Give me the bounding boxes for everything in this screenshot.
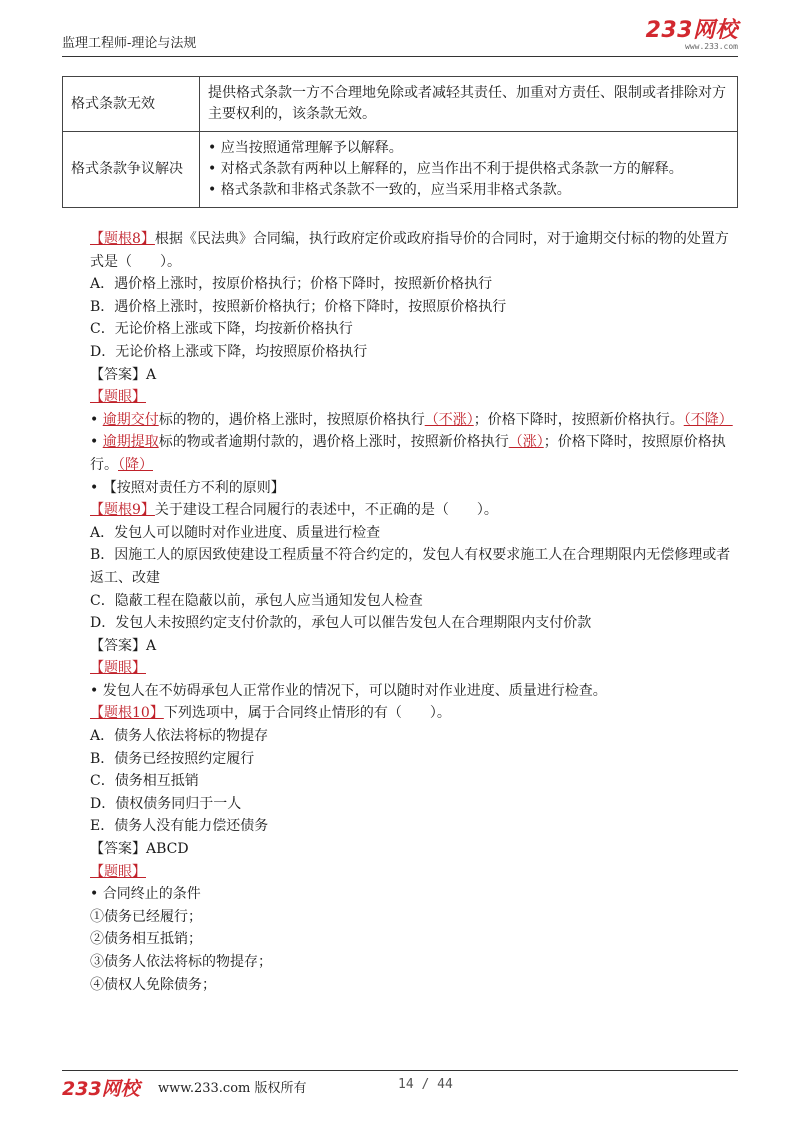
list-item: ①债务已经履行；: [90, 908, 202, 925]
highlight-term: （不降）: [683, 411, 733, 428]
key-point-text: 标的物的，遇价格上涨时，按照原价格执行: [158, 411, 425, 428]
highlight-term: 逾期提取: [102, 434, 159, 451]
option: D．无论价格上涨或下降，均按照原价格执行: [90, 343, 368, 360]
footer-divider: [62, 1070, 738, 1071]
brand-logo-url: www.233.com: [685, 42, 738, 51]
page-number: 14 / 44: [398, 1077, 453, 1092]
key-point-label: 【题眼】: [90, 660, 146, 677]
question-10-stem: [62, 702, 738, 725]
key-point-text: 发包人在不妨碍承包人正常作业的情况下，可以随时对作业进度、质量进行检查。: [102, 682, 607, 699]
key-point-label: 【题眼】: [90, 389, 146, 406]
table-row: [63, 132, 738, 208]
key-point-item: • 【按照对责任方不利的原则】: [90, 479, 285, 496]
question-text: 根据《民法典》合同编，执行政府定价或政府指导价的合同时，对于逾期交付标的物的处置方式是（ ）。: [90, 231, 729, 270]
table-value-line: • 应当按照通常理解予以解释。: [208, 140, 403, 156]
table-value-line: 提供格式条款一方不合理地免除或者减轻其责任、加重对方责任、限制或者排除对方主要权利的，该条款无效。: [208, 85, 726, 122]
key-point-text: ；价格下降时，按照新价格执行。: [473, 411, 684, 428]
highlight-term: （涨）: [508, 434, 544, 451]
key-point-text: 【按照对责任方不利的原则】: [102, 479, 285, 496]
question-tag: 【题根9】: [90, 502, 155, 519]
brand-logo-text: 233网校: [645, 18, 738, 43]
option: D．债权债务同归于一人: [90, 795, 242, 812]
answer: 【答案】A: [90, 637, 157, 654]
key-point-item: • 逾期交付标的物的，遇价格上涨时，按照原价格执行（不涨）；价格下降时，按照新价格执行。（不降）: [90, 411, 733, 428]
document-header-title: 监理工程师-理论与法规: [62, 36, 197, 51]
table-value-line: • 对格式条款有两种以上解释的，应当作出不利于提供格式条款一方的解释。: [208, 161, 683, 177]
table-value-line: • 格式条款和非格式条款不一致的，应当采用非格式条款。: [208, 182, 571, 198]
key-point-text: 合同终止的条件: [102, 886, 201, 903]
answer: 【答案】ABCD: [90, 841, 189, 858]
footer-copyright: www.233.com 版权所有: [158, 1081, 307, 1096]
option: C．隐蔽工程在隐蔽以前，承包人应当通知发包人检查: [90, 592, 423, 609]
question-text: 关于建设工程合同履行的表述中，不正确的是（ ）。: [154, 502, 498, 519]
answer: 【答案】A: [90, 366, 157, 383]
header-divider: [62, 56, 738, 57]
brand-logo[interactable]: [646, 20, 738, 52]
highlight-term: （不涨）: [424, 411, 474, 428]
option: C．债务相互抵销: [90, 773, 199, 790]
footer-logo[interactable]: 233网校: [62, 1078, 140, 1100]
option: B．因施工人的原因致使建设工程质量不符合约定的，发包人有权要求施工人在合理期限内无偿修理或者返工、改建: [90, 547, 731, 586]
key-point-item: • 合同终止的条件: [90, 886, 201, 903]
list-item: ④债权人免除债务；: [90, 976, 216, 993]
option: E．债务人没有能力偿还债务: [90, 818, 269, 835]
question-text: 下列选项中，属于合同终止情形的有（ ）。: [163, 705, 451, 722]
table-key-cell: 格式条款争议解决: [63, 132, 200, 208]
option: B．遇价格上涨时，按照新价格执行；价格下降时，按照原价格执行: [90, 298, 507, 315]
question-8-stem: [62, 228, 738, 273]
key-point-text: 标的物或者逾期付款的，遇价格上涨时，按照新价格执行: [158, 434, 509, 451]
highlight-term: （降）: [118, 456, 153, 473]
question-9-stem: [62, 499, 738, 522]
highlight-term: 逾期交付: [102, 411, 159, 428]
question-tag: 【题根10】: [90, 705, 164, 722]
option: A．遇价格上涨时，按原价格执行；价格下降时，按照新价格执行: [90, 276, 493, 293]
table-row: [63, 77, 738, 132]
key-point-heading: [62, 861, 738, 884]
option: A．债务人依法将标的物提存: [90, 728, 269, 745]
key-point-heading: [62, 657, 738, 680]
option: A．发包人可以随时对作业进度、质量进行检查: [90, 524, 381, 541]
option: D．发包人未按照约定支付价款的，承包人可以催告发包人在合理期限内支付价款: [90, 615, 592, 632]
question-tag: 【题根8】: [90, 231, 155, 247]
list-item: ②债务相互抵销；: [90, 931, 202, 948]
list-item: ③债务人依法将标的物提存；: [90, 954, 272, 970]
table-value-cell: [200, 77, 738, 132]
format-clause-table: [62, 76, 738, 208]
option: C．无论价格上涨或下降，均按新价格执行: [90, 321, 353, 338]
key-point-heading: [62, 386, 738, 409]
table-value-cell: [200, 132, 738, 208]
option: B．债务已经按照约定履行: [90, 750, 255, 767]
key-point-item: • 发包人在不妨碍承包人正常作业的情况下，可以随时对作业进度、质量进行检查。: [90, 682, 607, 699]
table-key-cell: 格式条款无效: [63, 77, 200, 132]
key-point-item: • 逾期提取标的物或者逾期付款的，遇价格上涨时，按照新价格执行（涨）；价格下降时，按照原价格执行。（降）: [90, 434, 726, 473]
key-point-label: 【题眼】: [90, 863, 146, 880]
document-body: [62, 228, 738, 996]
key-point-text: ；价格下降时，按照原价格执行。: [90, 434, 726, 473]
